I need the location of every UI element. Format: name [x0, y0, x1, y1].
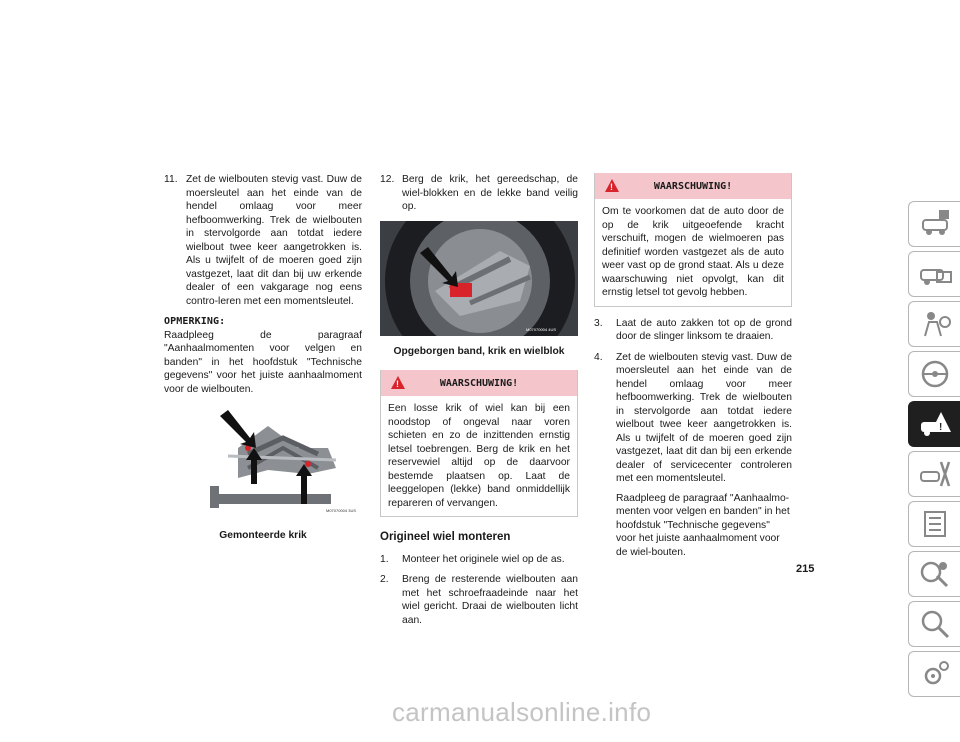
settings-icon[interactable]: [908, 651, 960, 697]
airbag-icon[interactable]: [908, 301, 960, 347]
svg-text:M07070004 4US: M07070004 4US: [526, 326, 557, 332]
svg-text:M07070004 3US: M07070004 3US: [326, 508, 357, 513]
tech-specs-icon[interactable]: [908, 551, 960, 597]
steering-wheel-icon[interactable]: [908, 351, 960, 397]
warning-box-2: [594, 173, 792, 307]
car-mail-icon[interactable]: [908, 251, 960, 297]
column-3: [594, 173, 792, 559]
svg-text:!: !: [939, 422, 943, 433]
warning-car-icon[interactable]: [908, 401, 960, 447]
step-2: 2. Breng de resterende wielbouten aan met het schroefraadeinde naar het wiel gericht. Draai de wielbouten licht aan.: [380, 574, 578, 626]
step-3: 3. Laat de auto zakken tot op de grond door de slinger linksom te draaien.: [594, 317, 792, 342]
warning-triangle-icon: !: [391, 376, 405, 389]
column-1: [164, 173, 362, 543]
search-icon[interactable]: [908, 601, 960, 647]
jack-caption: Gemonteerde krik: [219, 530, 307, 541]
column-2: [380, 173, 578, 634]
step-4-reference: Raadpleeg de paragraaf "Aanhaalmo-menten voor velgen en banden" in het hoofdstuk "Technische gegevens" voor het juiste aanhaalmoment voor de wiel-bouten.: [616, 492, 790, 558]
checklist-icon[interactable]: [908, 501, 960, 547]
step-1: 1. Monteer het originele wiel op de as.: [380, 553, 565, 565]
note-text: Raadpleeg de paragraaf "Aanhaalmomenten voor velgen en banden" in het hoofdstuk "Technische gegevens" voor het juiste aanhaalmoment voor de wielbouten.: [164, 329, 362, 395]
stowed-tire-image: [380, 221, 578, 336]
watermark: carmanualsonline.info: [392, 697, 652, 727]
chapter-tabs: [908, 201, 960, 701]
step-11: 11. Zet de wielbouten stevig vast. Duw de moersleutel aan het einde van de hendel omlaag voor meer hefboomwerking. Trek de wielbouten in stervolgorde aan totdat iedere wielbout twee keer aangetrokken is. Als u twijfelt of de moeren goed zijn vastgezet, laat dit dan bij uw erkende dealer of een vakgarage nog eens contro-leren met een momentsleutel.: [164, 174, 362, 307]
section-heading: Origineel wiel monteren: [380, 531, 511, 543]
car-tools-icon[interactable]: [908, 451, 960, 497]
warning-text: Om te voorkomen dat de auto door de op de krik uitgeoefende kracht verschuift, mogen de wielmoeren pas definitief worden vastgezet als de auto weer vast op de grond staat. Als u deze waarschuwing niet opvolgt, kan dit ernstig letsel tot gevolg hebben.: [602, 206, 784, 298]
warning-title: WAARSCHUWING!: [653, 181, 733, 192]
warning-box-1: [380, 370, 578, 517]
step-4: 4. Zet de wielbouten stevig vast. Duw de moersleutel aan het einde van de hendel omlaag voor meer hefboomwerking. Trek de wielbouten in stervolgorde aan totdat iedere wielbout twee keer aangetrokken is. Als u twijfelt of de moeren goed zijn vastgezet, laat dit dan bij een erkende dealer of servicecenter controleren met een momentsleutel.: [594, 351, 792, 484]
jack-image: [208, 408, 358, 523]
step-12: 12. Berg de krik, het gereedschap, de wiel-blokken en de lekke band veilig op.: [380, 174, 578, 212]
page-number: 215: [796, 563, 815, 575]
warning-text: Een losse krik of wiel kan bij een noodstop of ongeval naar voren schieten en zo de inzittenden ernstig letsel toebrengen. Berg de krik en het reservewiel altijd op de daarvoor bestemde plaatsen op. Laat de leeggelopen (lekke) band onmiddellijk repareren of vervangen.: [388, 403, 570, 509]
note-heading: OPMERKING:: [164, 316, 226, 327]
car-info-icon[interactable]: [908, 201, 960, 247]
warning-triangle-icon: !: [605, 179, 619, 192]
stowed-caption: Opgeborgen band, krik en wielblok: [393, 345, 565, 357]
warning-title: WAARSCHUWING!: [439, 378, 519, 389]
